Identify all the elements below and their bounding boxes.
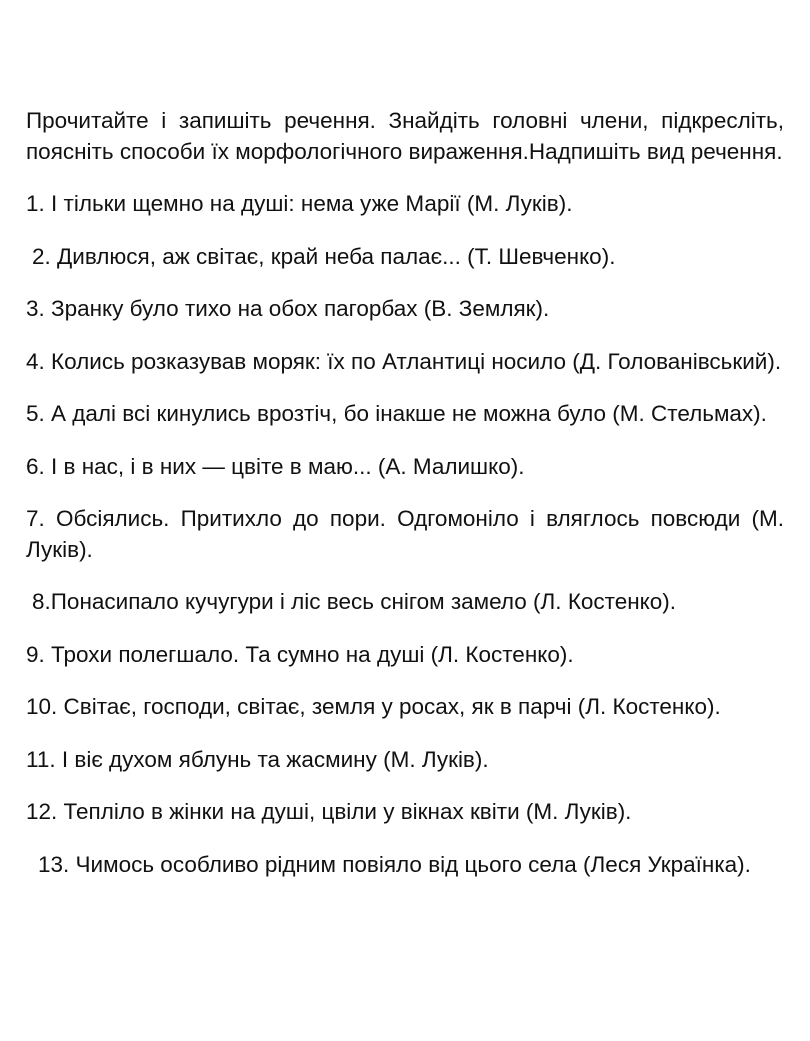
sentence-6: 6. І в нас, і в них — цвіте в маю... (А. Малишко). <box>26 453 525 479</box>
sentence-13: 13. Чимось особливо рідним повіяло від цього села (Леся Українка). <box>38 851 751 877</box>
sentence-8: 8.Понасипало кучугури і ліс весь снігом замело (Л. Костенко). <box>32 589 677 614</box>
task-instruction: Прочитайте і запишіть речення. Знайдіть головні члени, підкресліть, поясніть способи їх морфологічного вираження.Надпишіть вид речення. <box>26 108 784 164</box>
sentence-2: 2. Дивлюся, аж світає, край неба палає... (Т. Шевченко). <box>32 243 616 269</box>
sentence-10: 10. Світає, господи, світає, земля у росах, як в парчі (Л. Костенко). <box>26 694 721 719</box>
document-page <box>26 106 784 902</box>
sentence-9: 9. Трохи полегшало. Та сумно на душі (Л. Костенко). <box>26 641 574 667</box>
sentence-7: 7. Обсіялись. Притихло до пори. Одгомоніло і вляглось повсюди (М. Луків). <box>26 506 784 562</box>
sentence-3: 3. Зранку було тихо на обох пагорбах (В. Земляк). <box>26 296 550 321</box>
sentence-12: 12. Тепліло в жінки на душі, цвіли у вікнах квіти (М. Луків). <box>26 799 632 824</box>
sentence-1: 1. І тільки щемно на душі: нема уже Марії (М. Луків). <box>26 191 573 216</box>
sentence-4: 4. Колись розказував моряк: їх по Атлантиці носило (Д. Голованівський). <box>26 348 782 374</box>
sentence-5: 5. А далі всі кинулись врозтіч, бо інакше не можна було (М. Стельмах). <box>26 401 767 426</box>
sentence-11: 11. І віє духом яблунь та жасмину (М. Луків). <box>26 746 489 772</box>
